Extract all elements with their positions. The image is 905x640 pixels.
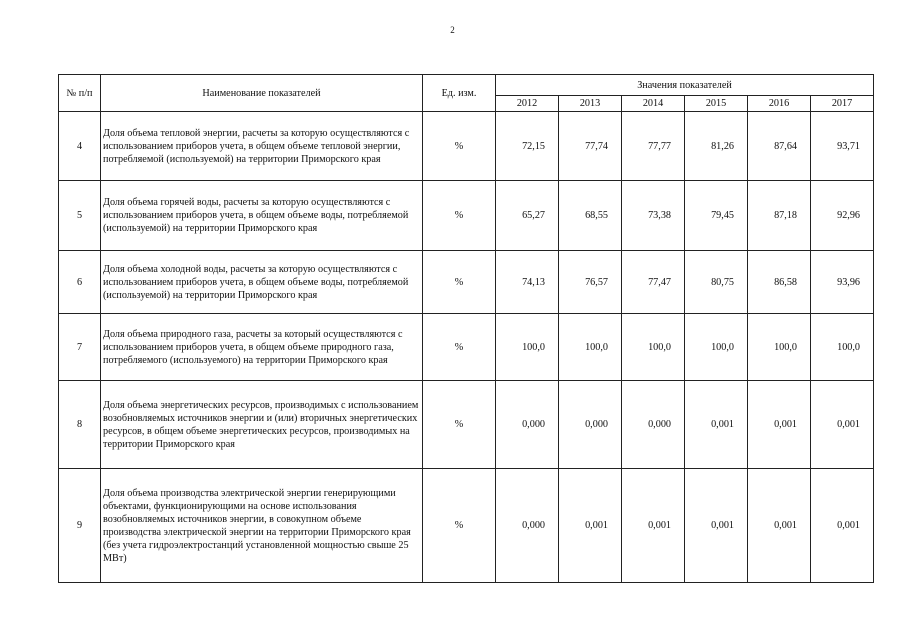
header-year: 2012	[496, 96, 559, 112]
header-year: 2016	[748, 96, 811, 112]
value-cell: 100,0	[496, 314, 559, 381]
header-year: 2014	[622, 96, 685, 112]
value-cell: 0,001	[559, 469, 622, 583]
unit: %	[423, 112, 496, 181]
value-cell: 74,13	[496, 251, 559, 314]
header-year: 2015	[685, 96, 748, 112]
value-cell: 68,55	[559, 181, 622, 251]
unit: %	[423, 251, 496, 314]
row-number: 5	[59, 181, 101, 251]
header-unit: Ед. изм.	[423, 75, 496, 112]
header-year: 2017	[811, 96, 874, 112]
value-cell: 81,26	[685, 112, 748, 181]
value-cell: 100,0	[685, 314, 748, 381]
row-number: 8	[59, 381, 101, 469]
indicators-table	[58, 74, 874, 583]
value-cell: 77,74	[559, 112, 622, 181]
value-cell: 80,75	[685, 251, 748, 314]
table-row	[59, 314, 874, 381]
value-cell: 0,001	[685, 469, 748, 583]
value-cell: 93,96	[811, 251, 874, 314]
value-cell: 0,000	[496, 381, 559, 469]
indicator-name: Доля объема природного газа, расчеты за который осуществляются с использованием приборов учета, в общем объеме природного газа, потребляемого (используемого) на территории Приморского края	[101, 314, 423, 381]
indicator-name: Доля объема горячей воды, расчеты за которую осуществляются с использованием приборов учета, в общем объеме воды, потребляемой (используемой) на территории Приморского края	[101, 181, 423, 251]
value-cell: 0,001	[811, 469, 874, 583]
row-number: 6	[59, 251, 101, 314]
header-values-group: Значения показателей	[496, 75, 874, 96]
header-year: 2013	[559, 96, 622, 112]
table-row	[59, 251, 874, 314]
indicator-name: Доля объема тепловой энергии, расчеты за которую осуществляются с использованием приборов учета, в общем объеме тепловой энергии, потребляемой (используемой) на территории Приморского края	[101, 112, 423, 181]
table-row	[59, 469, 874, 583]
value-cell: 65,27	[496, 181, 559, 251]
row-number: 4	[59, 112, 101, 181]
value-cell: 0,001	[811, 381, 874, 469]
value-cell: 100,0	[811, 314, 874, 381]
value-cell: 86,58	[748, 251, 811, 314]
value-cell: 76,57	[559, 251, 622, 314]
value-cell: 100,0	[748, 314, 811, 381]
indicator-name: Доля объема энергетических ресурсов, производимых с использованием возобновляемых источников энергии и (или) вторичных энергетических ресурсов, в общем объеме энергетических ресурсов, производимых на территории Приморского края	[101, 381, 423, 469]
value-cell: 73,38	[622, 181, 685, 251]
value-cell: 87,18	[748, 181, 811, 251]
value-cell: 0,001	[622, 469, 685, 583]
value-cell: 92,96	[811, 181, 874, 251]
value-cell: 0,000	[496, 469, 559, 583]
value-cell: 79,45	[685, 181, 748, 251]
value-cell: 0,000	[622, 381, 685, 469]
unit: %	[423, 314, 496, 381]
indicator-name: Доля объема производства электрической энергии генерирующими объектами, функционирующими на основе использования возобновляемых источников энергии, в совокупном объеме производства электрической энергии на территории Приморского края (без учета гидроэлектростанций установленной мощностью свыше 25 МВт)	[101, 469, 423, 583]
page-number: 2	[450, 25, 455, 35]
indicator-name: Доля объема холодной воды, расчеты за которую осуществляются с использованием приборов учета, в общем объеме воды, потребляемой (используемой) на территории Приморского края	[101, 251, 423, 314]
value-cell: 0,000	[559, 381, 622, 469]
row-number: 7	[59, 314, 101, 381]
value-cell: 100,0	[559, 314, 622, 381]
header-num: № п/п	[59, 75, 101, 112]
unit: %	[423, 469, 496, 583]
value-cell: 0,001	[748, 469, 811, 583]
value-cell: 0,001	[685, 381, 748, 469]
value-cell: 77,47	[622, 251, 685, 314]
header-name: Наименование показателей	[101, 75, 423, 112]
unit: %	[423, 381, 496, 469]
row-number: 9	[59, 469, 101, 583]
table-row	[59, 181, 874, 251]
value-cell: 100,0	[622, 314, 685, 381]
unit: %	[423, 181, 496, 251]
value-cell: 87,64	[748, 112, 811, 181]
table-row	[59, 381, 874, 469]
value-cell: 77,77	[622, 112, 685, 181]
value-cell: 0,001	[748, 381, 811, 469]
value-cell: 93,71	[811, 112, 874, 181]
table-row	[59, 112, 874, 181]
value-cell: 72,15	[496, 112, 559, 181]
